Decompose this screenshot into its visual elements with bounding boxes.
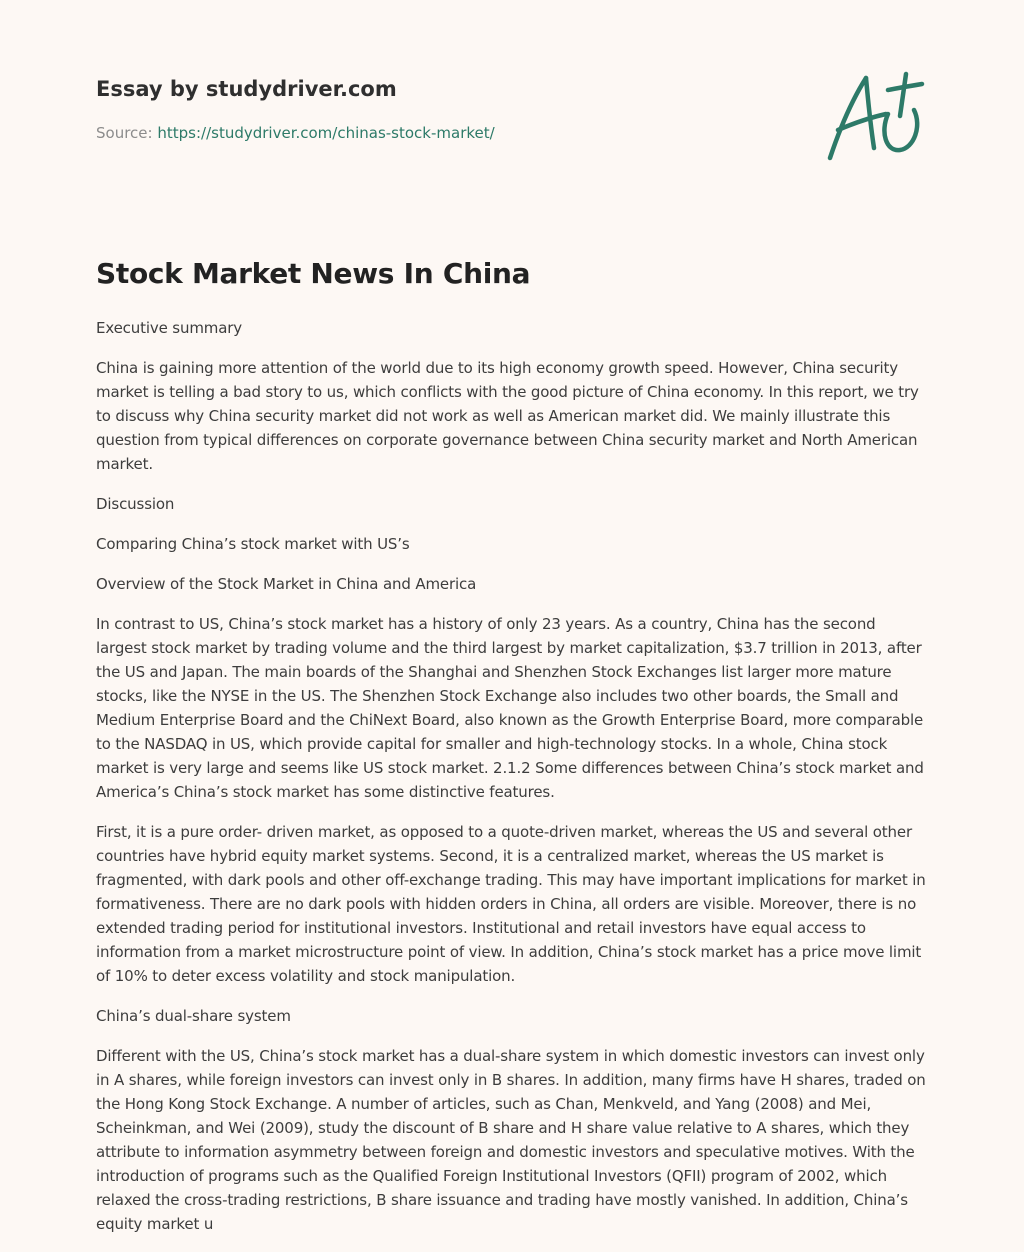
source-line: [96, 122, 796, 144]
a-plus-icon: [818, 66, 930, 166]
section-heading: Discussion: [96, 495, 175, 513]
page-header: [96, 74, 796, 144]
source-label: Source:: [96, 124, 153, 142]
document-body: [96, 254, 928, 1252]
paragraph: China is gaining more attention of the world due to its high economy growth speed. However, China security market is telling a bad story to us, which conflicts with the good picture of China economy. In this report, we try to discuss why China security market did not work as well as American market did. We mainly illustrate this question from typical differences on corporate governance between China security market and North American market.: [96, 359, 919, 473]
source-link[interactable]: https://studydriver.com/chinas-stock-market/: [157, 124, 495, 142]
paragraph: First, it is a pure order- driven market, as opposed to a quote-driven market, whereas the US and several other countries have hybrid equity market systems. Second, it is a centralized market, whereas the US market is fragmented, with dark pools and other off-exchange trading. This may have important implications for market in formativeness. There are no dark pools with hidden orders in China, all orders are visible. Moreover, there is no extended trading period for institutional investors. Institutional and retail investors have equal access to information from a market microstructure point of view. In addition, China’s stock market has a price move limit of 10% to deter excess volatility and stock manipulation.: [96, 823, 926, 985]
section-heading: Overview of the Stock Market in China and America: [96, 575, 477, 593]
paragraph: In contrast to US, China’s stock market has a history of only 23 years. As a country, China has the second largest stock market by trading volume and the third largest by market capitalization, $3.7 trillion in 2013, after the US and Japan. The main boards of the Shanghai and Shenzhen Stock Exchanges list larger more mature stocks, like the NYSE in the US. The Shenzhen Stock Exchange also includes two other boards, the Small and Medium Enterprise Board and the ChiNext Board, also known as the Growth Enterprise Board, more comparable to the NASDAQ in US, which provide capital for smaller and high-technology stocks. In a whole, China stock market is very large and seems like US stock market. 2.1.2 Some differences between China’s stock market and America’s China’s stock market has some distinctive features.: [96, 615, 924, 801]
section-heading: Executive summary: [96, 319, 243, 337]
paragraph: Different with the US, China’s stock market has a dual-share system in which domestic investors can invest only in A shares, while foreign investors can invest only in B shares. In addition, many firms have H shares, traded on the Hong Kong Stock Exchange. A number of articles, such as Chan, Menkveld, and Yang (2008) and Mei, Scheinkman, and Wei (2009), study the discount of B share and H share value relative to A shares, which they attribute to information asymmetry between foreign and domestic investors and speculative motives. With the introduction of programs such as the Qualified Foreign Institutional Investors (QFII) program of 2002, which relaxed the cross-trading restrictions, B share issuance and trading have mostly vanished. In addition, China’s equity market u: [96, 1047, 926, 1233]
document-title: Stock Market News In China: [96, 257, 531, 290]
section-heading: Comparing China’s stock market with US’s: [96, 535, 410, 553]
a-plus-logo: [818, 66, 930, 166]
brand-title: Essay by studydriver.com: [96, 77, 397, 101]
section-heading: China’s dual-share system: [96, 1007, 291, 1025]
